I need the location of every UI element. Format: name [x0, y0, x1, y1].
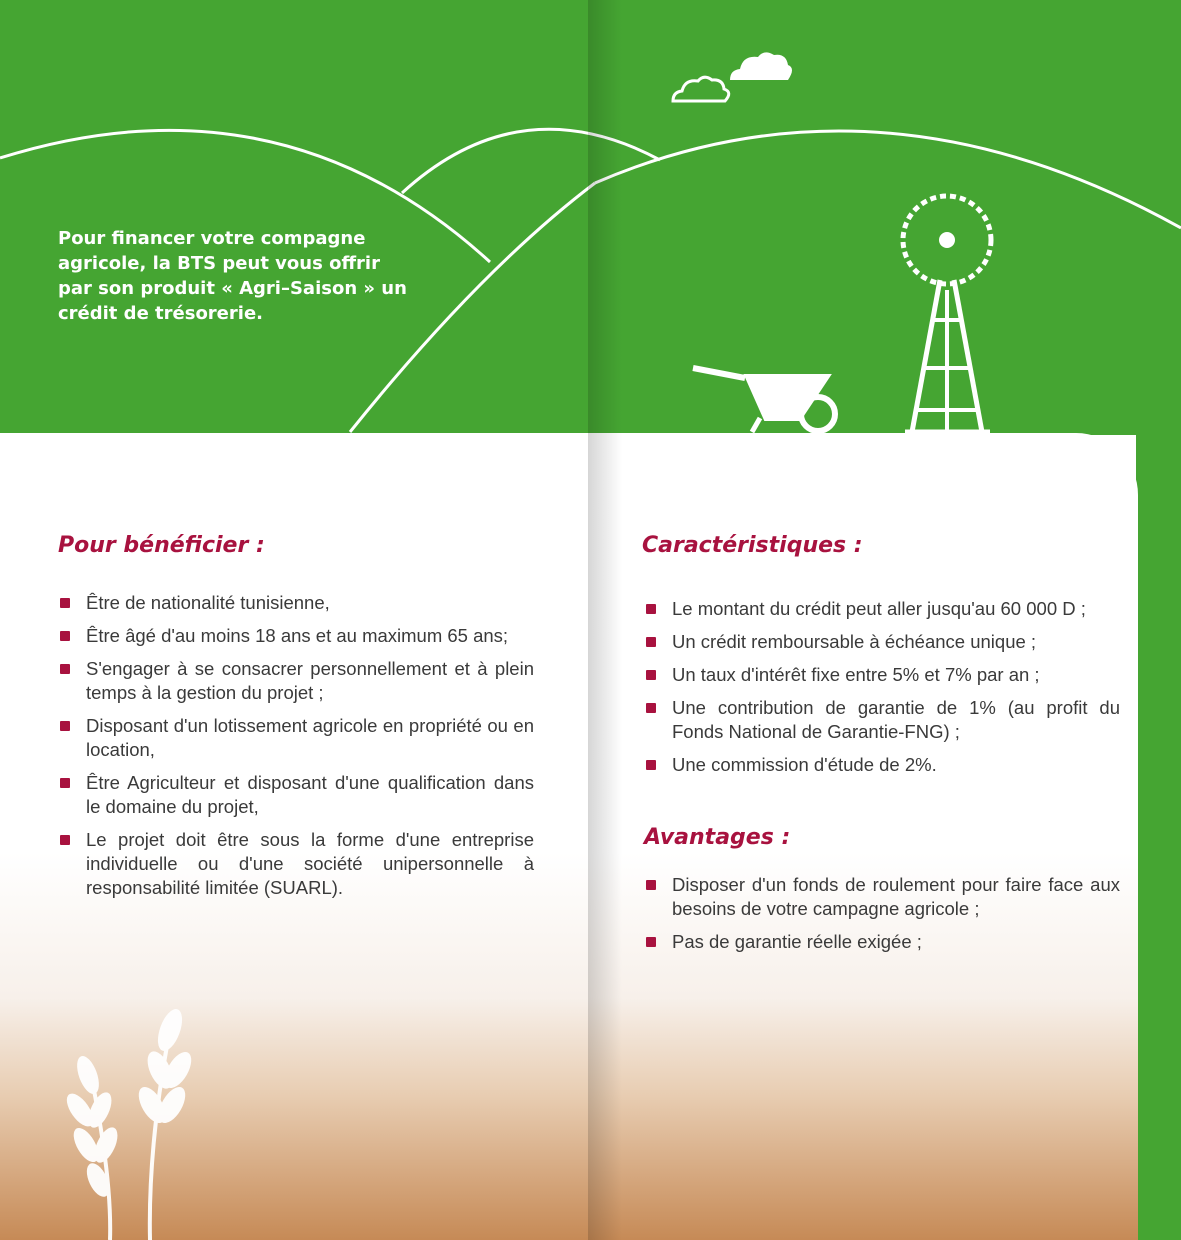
list-item-text: Une contribution de garantie de 1% (au profit du Fonds National de Garantie-FNG) ;	[672, 697, 1120, 742]
list-item-text: Disposant d'un lotissement agricole en propriété ou en location,	[86, 715, 534, 760]
avantages-list	[644, 873, 1120, 963]
avantages-heading: Avantages :	[644, 825, 791, 850]
list-item-text: S'engager à se consacrer personnellement et à plein temps à la gestion du projet ;	[86, 658, 534, 703]
intro-text: Pour financer votre compagne agricole, la BTS peut vous offrir par son produit « Agri–Saison » un crédit de trésorerie.	[58, 228, 407, 324]
list-item-text: Être Agriculteur et disposant d'une qualification dans le domaine du projet,	[86, 772, 534, 817]
list-item	[644, 753, 1120, 777]
bullet-icon	[60, 631, 70, 641]
caracteristiques-heading: Caractéristiques :	[642, 533, 863, 558]
list-item-text: Une commission d'étude de 2%.	[672, 754, 937, 775]
list-item	[58, 624, 534, 648]
list-item-text: Être âgé d'au moins 18 ans et au maximum 65 ans;	[86, 625, 509, 646]
beneficier-list	[58, 591, 534, 909]
green-side-strip	[1136, 430, 1181, 1240]
list-item-text: Le montant du crédit peut aller jusqu'au 60 000 D ;	[672, 598, 1086, 619]
list-item	[58, 657, 534, 705]
beneficier-heading: Pour bénéficier :	[58, 533, 265, 558]
bullet-icon	[646, 937, 656, 947]
list-item	[644, 663, 1120, 687]
list-item-text: Un crédit remboursable à échéance unique ;	[672, 631, 1037, 652]
list-item	[644, 873, 1120, 921]
bullet-icon	[60, 835, 70, 845]
caracteristiques-list	[644, 597, 1120, 786]
list-item	[644, 930, 1120, 954]
list-item-text: Disposer d'un fonds de roulement pour faire face aux besoins de votre campagne agricole ;	[672, 874, 1120, 919]
bullet-icon	[646, 604, 656, 614]
green-header-background	[0, 0, 1181, 435]
bullet-icon	[646, 703, 656, 713]
list-item-text: Pas de garantie réelle exigée ;	[672, 931, 922, 952]
list-item	[644, 597, 1120, 621]
list-item-text: Le projet doit être sous la forme d'une entreprise individuelle ou d'une société unipersonnelle à responsabilité limitée (SUARL).	[86, 829, 534, 898]
list-item	[58, 771, 534, 819]
list-item	[58, 828, 534, 900]
bullet-icon	[646, 670, 656, 680]
bullet-icon	[60, 721, 70, 731]
bullet-icon	[60, 664, 70, 674]
bullet-icon	[646, 760, 656, 770]
bullet-icon	[646, 637, 656, 647]
bullet-icon	[60, 778, 70, 788]
list-item-text: Être de nationalité tunisienne,	[86, 592, 330, 613]
bullet-icon	[646, 880, 656, 890]
list-item	[58, 591, 534, 615]
list-item	[644, 630, 1120, 654]
list-item	[58, 714, 534, 762]
list-item-text: Un taux d'intérêt fixe entre 5% et 7% par an ;	[672, 664, 1040, 685]
list-item	[644, 696, 1120, 744]
bullet-icon	[60, 598, 70, 608]
